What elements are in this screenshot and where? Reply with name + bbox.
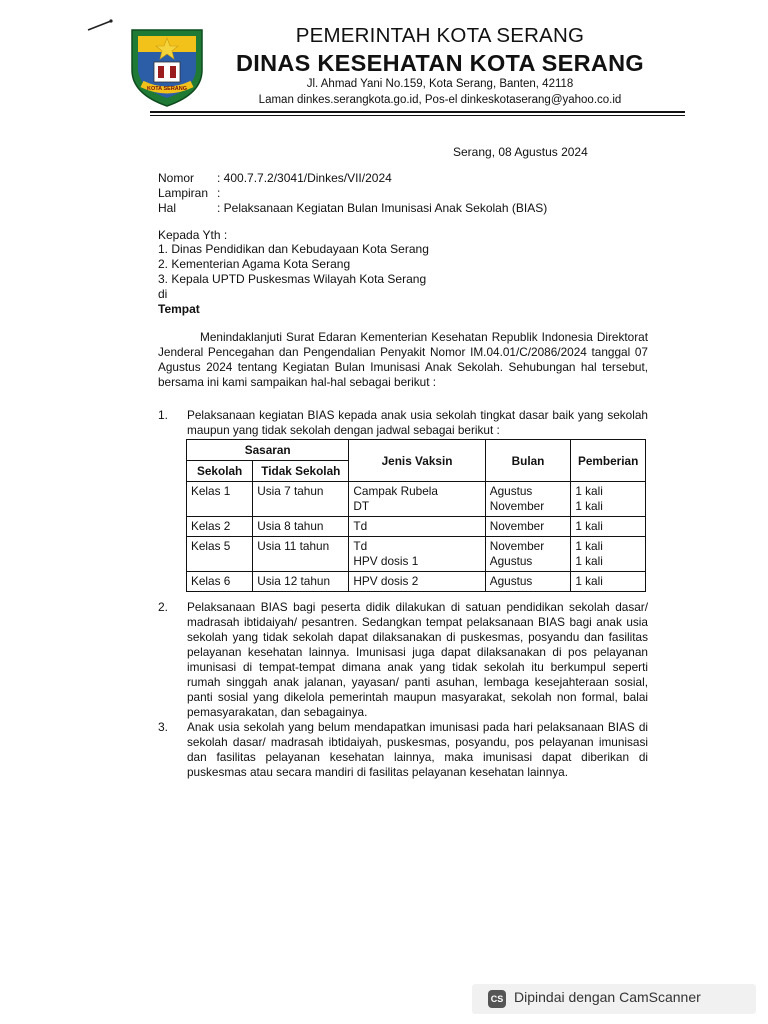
nomor-label: Nomor bbox=[158, 171, 195, 185]
cell-sekolah: Kelas 6 bbox=[191, 574, 231, 588]
point-text: Anak usia sekolah yang belum mendapatkan imunisasi pada hari pelaksanaan BIAS di sekolah dasar/ madrasah ibtidaiyah, puskesmas, posyandu, pos pelayanan imunisasi dan fasilitas pelayanan kesehatan lainnya, maka imunisasi dapat diberikan di puskesmas atau secara mandiri di fasilitas pelayanan kesehatan lainnya. bbox=[187, 720, 648, 779]
recipient-item: 2. Kementerian Agama Kota Serang bbox=[158, 257, 351, 271]
camscanner-label: Dipindai dengan CamScanner bbox=[514, 989, 701, 1005]
hal-label: Hal bbox=[158, 201, 177, 215]
letterhead-address: Jl. Ahmad Yani No.159, Kota Serang, Banten, 42118 bbox=[306, 78, 574, 90]
cell-tidak-sekolah: Usia 12 tahun bbox=[257, 574, 331, 588]
point-number: 3. bbox=[158, 720, 169, 734]
header-pemberian: Pemberian bbox=[571, 440, 646, 482]
point-text: Pelaksanaan BIAS bagi peserta didik dilakukan di satuan pendidikan sekolah dasar/ madrasah ibtidaiyah/ pesantren. Sedangkan tempat pelaksanaan BIAS bagi anak usia sekolah yang tidak sekolah dapat dilaksanakan di puskesmas, posyandu dan fasilitas pelayanan kesehatan lainnya. Imunisasi juga dapat dilaksanakan di pos pelayanan imunisasi di tempat-tempat dimana anak yang tidak sekolah itu berkumpul seperti rumah singgah anak jalanan, yayasan/ panti asuhan, lembaga kesejahteraan sosial, panti sosial yang dikelola pemerintah maupun masyarakat, sekolah non formal, balai pemasyarakatan, dan sebagainya. bbox=[187, 600, 648, 719]
cell-tidak-sekolah: Usia 7 tahun bbox=[257, 484, 324, 498]
camscanner-icon: CS bbox=[488, 990, 506, 1008]
letterhead-contact: Laman dinkes.serangkota.go.id, Pos-el dinkeskotaserang@yahoo.co.id bbox=[258, 94, 622, 106]
cell-pemberian: 1 kali bbox=[575, 499, 603, 513]
header-sekolah: Sekolah bbox=[187, 461, 253, 482]
header-sasaran: Sasaran bbox=[187, 440, 349, 461]
letter-date: Serang, 08 Agustus 2024 bbox=[453, 145, 588, 159]
cell-bulan: November bbox=[489, 499, 545, 513]
cell-tidak-sekolah: Usia 11 tahun bbox=[257, 539, 330, 553]
header-tidak-sekolah: Tidak Sekolah bbox=[253, 461, 349, 482]
cell-bulan: November bbox=[489, 539, 545, 553]
cell-bulan: Agustus bbox=[489, 574, 533, 588]
cell-bulan: Agustus bbox=[489, 484, 533, 498]
camscanner-watermark bbox=[472, 984, 756, 1014]
letterhead-rule-thick bbox=[150, 111, 685, 113]
lampiran-value: : bbox=[217, 186, 221, 200]
cell-bulan: Agustus bbox=[489, 554, 533, 568]
cell-pemberian: 1 kali bbox=[575, 539, 603, 553]
lampiran-label: Lampiran bbox=[158, 186, 209, 200]
letterhead-agency: DINAS KESEHATAN KOTA SERANG bbox=[235, 50, 645, 76]
table-row bbox=[187, 572, 646, 592]
nomor-value: : 400.7.7.2/3041/Dinkes/VII/2024 bbox=[217, 171, 392, 185]
cell-tidak-sekolah: Usia 8 tahun bbox=[257, 519, 324, 533]
cell-pemberian: 1 kali bbox=[575, 519, 603, 533]
recipients-heading: Kepada Yth : bbox=[158, 228, 228, 242]
bias-schedule-table bbox=[186, 439, 646, 592]
letterhead-government: PEMERINTAH KOTA SERANG bbox=[295, 24, 585, 47]
point-text: Pelaksanaan kegiatan BIAS kepada anak usia sekolah tingkat dasar baik yang sekolah maupun yang tidak sekolah dengan jadwal sebagai berikut : bbox=[187, 408, 648, 437]
cell-pemberian: 1 kali bbox=[575, 484, 603, 498]
hal-value: : Pelaksanaan Kegiatan Bulan Imunisasi Anak Sekolah (BIAS) bbox=[217, 201, 548, 215]
cell-vaksin: Td bbox=[353, 539, 368, 553]
cell-sekolah: Kelas 2 bbox=[191, 519, 231, 533]
cell-pemberian: 1 kali bbox=[575, 574, 603, 588]
recipient-item: 3. Kepala UPTD Puskesmas Wilayah Kota Serang bbox=[158, 272, 427, 286]
recipient-di: di bbox=[158, 287, 168, 301]
cell-vaksin: HPV dosis 2 bbox=[353, 574, 419, 588]
table-row bbox=[187, 537, 646, 572]
cell-vaksin: DT bbox=[353, 499, 370, 513]
cell-vaksin: Campak Rubela bbox=[353, 484, 438, 498]
recipient-tempat: Tempat bbox=[158, 302, 200, 316]
cell-sekolah: Kelas 1 bbox=[191, 484, 231, 498]
cell-sekolah: Kelas 5 bbox=[191, 539, 231, 553]
point-number: 2. bbox=[158, 600, 169, 614]
logo-text: KOTA SERANG bbox=[146, 86, 188, 92]
point-number: 1. bbox=[158, 408, 169, 422]
recipient-item: 1. Dinas Pendidikan dan Kebudayaan Kota Serang bbox=[158, 242, 429, 256]
cell-bulan: November bbox=[489, 519, 545, 533]
cell-vaksin: HPV dosis 1 bbox=[353, 554, 419, 568]
header-bulan: Bulan bbox=[485, 440, 571, 482]
table-row bbox=[187, 517, 646, 537]
letterhead-rule-thin bbox=[150, 115, 685, 116]
intro-paragraph: Menindaklanjuti Surat Edaran Kementerian Kesehatan Republik Indonesia Direktorat Jenderal Pencegahan dan Pengendalian Penyakit Nomor IM.04.01/C/2086/2024 tanggal 07 Agustus 2024 tentang Kegiatan Bulan Imunisasi Anak Sekolah. Sehubungan hal tersebut, bersama ini kami sampaikan hal-hal sebagai berikut : bbox=[158, 330, 648, 389]
header-jenis-vaksin: Jenis Vaksin bbox=[349, 440, 485, 482]
table-row bbox=[187, 482, 646, 517]
cell-pemberian: 1 kali bbox=[575, 554, 603, 568]
cell-vaksin: Td bbox=[353, 519, 368, 533]
